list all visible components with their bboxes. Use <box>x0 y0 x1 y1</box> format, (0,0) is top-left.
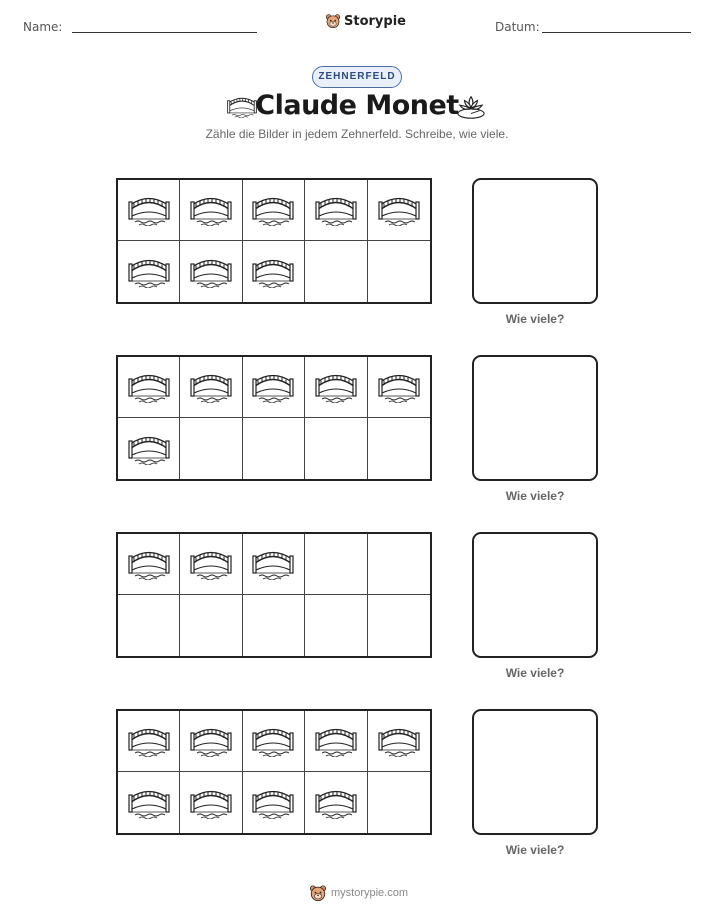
name-label: Name: <box>23 20 63 34</box>
japanese-bridge-icon <box>189 787 233 819</box>
japanese-bridge-icon <box>127 433 171 465</box>
japanese-bridge-icon <box>189 725 233 757</box>
japanese-bridge-icon <box>251 725 295 757</box>
ten-frame-cell <box>305 180 367 241</box>
ten-frame-cell <box>180 357 242 418</box>
water-lily-icon <box>455 93 487 121</box>
japanese-bridge-icon <box>377 725 421 757</box>
ten-frame-cell <box>180 772 242 833</box>
ten-frame-cell <box>305 241 367 302</box>
worksheet-type-badge: ZEHNERFELD <box>312 66 402 88</box>
name-line[interactable] <box>72 32 257 33</box>
ten-frame-cell <box>243 241 305 302</box>
answer-prompt: Wie viele? <box>505 666 565 680</box>
ten-frame-cell <box>305 595 367 656</box>
ten-frame-cell <box>305 534 367 595</box>
ten-frame-cell <box>180 711 242 772</box>
japanese-bridge-icon <box>189 256 233 288</box>
ten-frame <box>116 355 432 481</box>
footer-url: mystorypie.com <box>331 887 409 899</box>
instructions: Zähle die Bilder in jedem Zehnerfeld. Schreibe, wie viele. <box>205 127 509 141</box>
japanese-bridge-icon <box>377 194 421 226</box>
ten-frame <box>116 532 432 658</box>
ten-frame-cell <box>368 595 430 656</box>
brand-logo <box>325 13 406 29</box>
japanese-bridge-icon <box>251 787 295 819</box>
ten-frame <box>116 709 432 835</box>
answer-prompt: Wie viele? <box>505 312 565 326</box>
ten-frame-cell <box>368 357 430 418</box>
ten-frame-cell <box>368 418 430 479</box>
ten-frame <box>116 178 432 304</box>
japanese-bridge-icon <box>251 371 295 403</box>
bear-mascot-icon <box>309 884 327 902</box>
ten-frame-cell <box>243 357 305 418</box>
japanese-bridge-icon <box>127 371 171 403</box>
japanese-bridge-icon <box>127 548 171 580</box>
answer-box[interactable] <box>472 709 598 835</box>
japanese-bridge-icon <box>314 787 358 819</box>
ten-frame-cell <box>305 418 367 479</box>
ten-frame-cell <box>368 241 430 302</box>
ten-frame-cell <box>368 180 430 241</box>
ten-frame-cell <box>180 180 242 241</box>
answer-prompt: Wie viele? <box>505 843 565 857</box>
japanese-bridge-icon <box>251 256 295 288</box>
answer-prompt: Wie viele? <box>505 489 565 503</box>
ten-frame-cell <box>118 772 180 833</box>
japanese-bridge-icon <box>189 548 233 580</box>
date-label: Datum: <box>495 20 540 34</box>
japanese-bridge-icon <box>314 725 358 757</box>
ten-frame-cell <box>180 595 242 656</box>
answer-box[interactable] <box>472 355 598 481</box>
japanese-bridge-icon <box>189 194 233 226</box>
answer-box[interactable] <box>472 178 598 304</box>
footer <box>309 884 408 902</box>
ten-frame-cell <box>368 772 430 833</box>
ten-frame-cell <box>180 418 242 479</box>
ten-frame-cell <box>305 357 367 418</box>
ten-frame-cell <box>118 711 180 772</box>
ten-frame-cell <box>305 711 367 772</box>
japanese-bridge-icon <box>127 725 171 757</box>
ten-frame-cell <box>118 241 180 302</box>
japanese-bridge-icon <box>377 371 421 403</box>
ten-frame-cell <box>368 711 430 772</box>
ten-frame-cell <box>243 418 305 479</box>
japanese-bridge-icon <box>314 371 358 403</box>
japanese-bridge-icon <box>127 256 171 288</box>
ten-frame-cell <box>368 534 430 595</box>
brand-name: Storypie <box>344 13 406 29</box>
ten-frame-cell <box>243 180 305 241</box>
ten-frame-cell <box>243 772 305 833</box>
japanese-bridge-icon <box>251 548 295 580</box>
japanese-bridge-icon <box>127 787 171 819</box>
ten-frame-cell <box>243 711 305 772</box>
answer-box[interactable] <box>472 532 598 658</box>
ten-frame-cell <box>118 357 180 418</box>
japanese-bridge-icon <box>189 371 233 403</box>
ten-frame-cell <box>118 418 180 479</box>
ten-frame-cell <box>305 772 367 833</box>
ten-frame-cell <box>243 595 305 656</box>
ten-frame-cell <box>118 180 180 241</box>
ten-frame-cell <box>180 534 242 595</box>
japanese-bridge-icon <box>127 194 171 226</box>
ten-frame-cell <box>243 534 305 595</box>
bear-mascot-icon <box>325 13 341 29</box>
japanese-bridge-icon <box>314 194 358 226</box>
japanese-bridge-icon <box>251 194 295 226</box>
ten-frame-cell <box>180 241 242 302</box>
page-title: Claude Monet <box>255 90 459 121</box>
date-line[interactable] <box>542 32 691 33</box>
ten-frame-cell <box>118 595 180 656</box>
ten-frame-cell <box>118 534 180 595</box>
